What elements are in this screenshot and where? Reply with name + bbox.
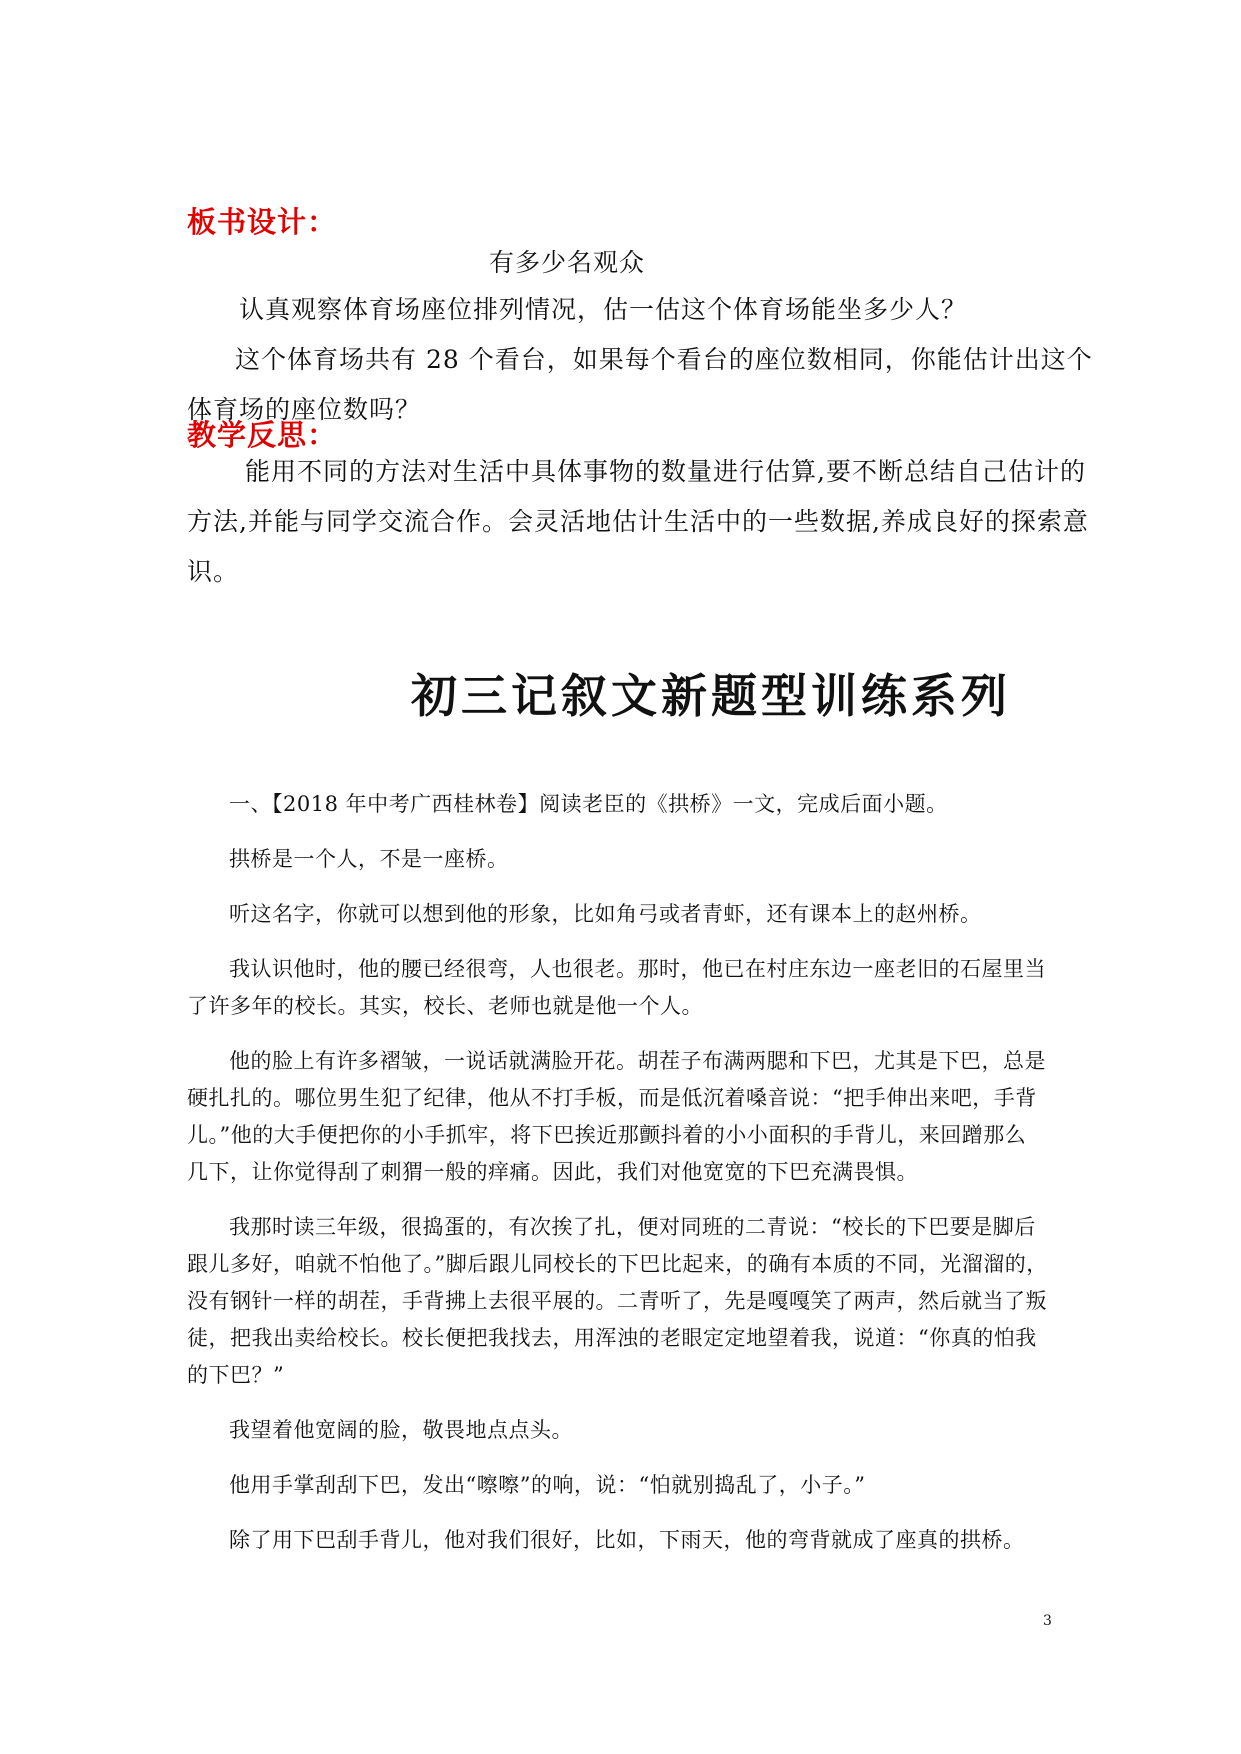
reading-paragraph: 我那时读三年级，很捣蛋的，有次挨了扎，便对同班的二青说：“校长的下巴要是脚后 <box>229 1215 1036 1239</box>
spacer <box>187 823 1048 841</box>
spacer <box>187 1025 1048 1043</box>
spacer <box>187 1449 1048 1467</box>
board-line-1: 认真观察体育场座位排列情况，估一估这个体育场能坐多少人？ <box>239 295 968 324</box>
teaching-reflection-heading: 教学反思： <box>187 418 338 452</box>
reading-paragraph: 硬扎扎的。哪位男生犯了纪律，他从不打手板，而是低沉着嗓音说：“把手伸出来吧，手背 <box>187 1086 1037 1110</box>
board-line-2: 这个体育场共有 28 个看台，如果每个看台的座位数相同，你能估计出这个 <box>235 345 1093 374</box>
reading-passage <box>187 786 1048 1559</box>
board-design-heading: 板书设计： <box>187 205 338 239</box>
reading-paragraph: 我望着他宽阔的脸，敬畏地点点头。 <box>229 1418 573 1442</box>
reading-paragraph: 了许多年的校长。其实，校长、老师也就是他一个人。 <box>187 994 703 1018</box>
board-subtitle: 有多少名观众 <box>489 248 646 277</box>
spacer <box>187 1191 1048 1209</box>
page-number: 3 <box>1043 1613 1052 1629</box>
reflection-line-3: 识。 <box>187 557 240 586</box>
reading-paragraph: 听这名字，你就可以想到他的形象，比如角弓或者青虾，还有课本上的赵州桥。 <box>229 902 982 926</box>
reading-paragraph: 跟儿多好，咱就不怕他了。”脚后跟儿同校长的下巴比起来，的确有本质的不同，光溜溜的， <box>187 1252 1048 1276</box>
spacer <box>187 933 1048 951</box>
reading-paragraph: 他的脸上有许多褶皱，一说话就满脸开花。胡茬子布满两腮和下巴，尤其是下巴，总是 <box>229 1049 1046 1073</box>
reflection-paragraph <box>187 447 1089 597</box>
reading-paragraph: 除了用下巴刮手背儿，他对我们很好，比如，下雨天，他的弯背就成了座真的拱桥。 <box>229 1528 1025 1552</box>
reading-paragraph: 徒，把我出卖给校长。校长便把我找去，用浑浊的老眼定定地望着我，说道：“你真的怕我 <box>187 1326 1037 1350</box>
reading-paragraph: 的下巴？” <box>187 1363 285 1387</box>
reading-paragraph: 拱桥是一个人，不是一座桥。 <box>229 847 509 871</box>
reading-intro: 一、【2018 年中考广西桂林卷】阅读老臣的《拱桥》一文，完成后面小题。 <box>229 792 948 816</box>
reading-paragraph: 没有钢针一样的胡茬，手背拂上去很平展的。二青听了，先是嘎嘎笑了两声，然后就当了叛 <box>187 1289 1047 1313</box>
spacer <box>187 1394 1048 1412</box>
board-line-3: 体育场的座位数吗？ <box>187 395 422 424</box>
reading-paragraph: 他用手掌刮刮下巴，发出“嚓嚓”的响，说：“怕就别捣乱了，小子。” <box>229 1473 866 1497</box>
document-title: 初三记叙文新题型训练系列 <box>411 669 1011 723</box>
reading-paragraph: 我认识他时，他的腰已经很弯，人也很老。那时，他已在村庄东边一座老旧的石屋里当 <box>229 957 1046 981</box>
reading-paragraph: 几下，让你觉得刮了刺猬一般的痒痛。因此，我们对他宽宽的下巴充满畏惧。 <box>187 1160 918 1184</box>
spacer <box>187 1504 1048 1522</box>
spacer <box>187 878 1048 896</box>
reading-paragraph: 儿。”他的大手便把你的小手抓牢，将下巴挨近那颤抖着的小小面积的手背儿，来回蹭那么 <box>187 1123 1027 1147</box>
reflection-line-1: 能用不同的方法对生活中具体事物的数量进行估算,要不断总结自己估计的 <box>245 457 1086 486</box>
reflection-line-2: 方法,并能与同学交流合作。会灵活地估计生活中的一些数据,养成良好的探索意 <box>187 507 1089 536</box>
